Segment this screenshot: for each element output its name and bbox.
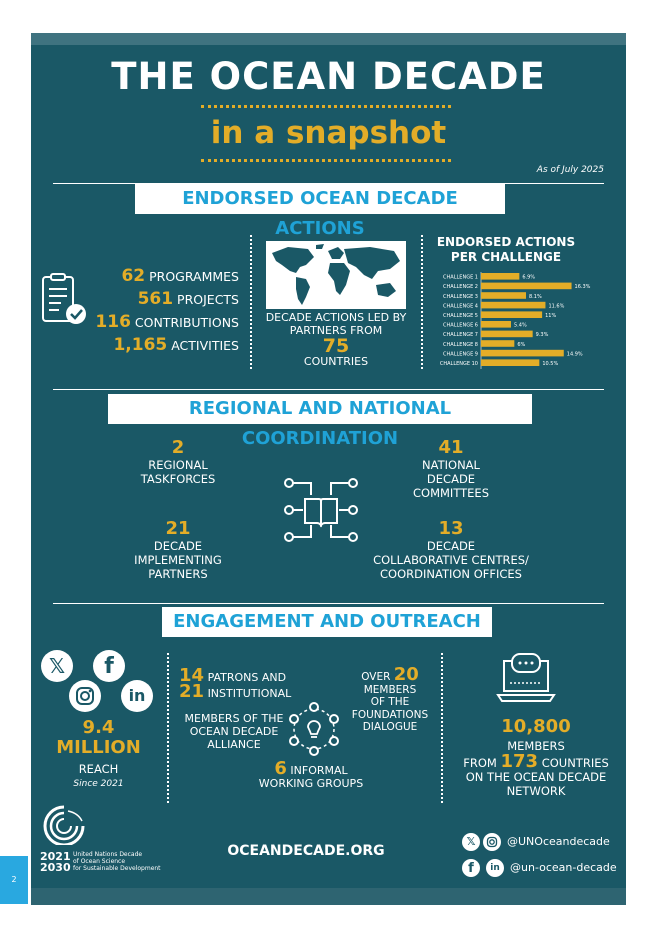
ocean-decade-logo bbox=[40, 803, 88, 845]
stat-committees: 41 NATIONAL DECADE COMMITTEES bbox=[413, 437, 489, 500]
column-divider-4 bbox=[441, 653, 443, 803]
world-map-icon bbox=[266, 241, 406, 309]
chart-category-label: CHALLENGE 9 bbox=[443, 351, 478, 358]
chart-value-label: 8.1% bbox=[529, 293, 542, 300]
page-number: 2 bbox=[0, 856, 28, 904]
laptop-chat-icon bbox=[496, 651, 556, 707]
chart-bar bbox=[481, 273, 519, 280]
linkedin-icon: in bbox=[121, 680, 153, 712]
challenge-bar-chart bbox=[425, 271, 610, 371]
chart-bar bbox=[481, 331, 533, 338]
stat-contributions: 116 CONTRIBUTIONS bbox=[95, 312, 239, 332]
section-heading-engagement: ENGAGEMENT AND OUTREACH bbox=[162, 607, 492, 637]
section-heading-endorsed: ENDORSED OCEAN DECADE ACTIONS bbox=[135, 184, 505, 214]
chart-bar bbox=[481, 283, 572, 290]
stat-network-members: 10,800 MEMBERS FROM 173 COUNTRIES ON THE OCEAN DECADE NETWORK bbox=[463, 716, 609, 798]
chart-category-label: CHALLENGE 3 bbox=[443, 293, 478, 300]
chart-category-label: CHALLENGE 2 bbox=[443, 284, 478, 291]
stat-programmes: 62 PROGRAMMES bbox=[121, 266, 239, 286]
chart-value-label: 16.3% bbox=[574, 284, 591, 291]
chart-category-label: CHALLENGE 8 bbox=[443, 341, 478, 348]
chart-category-label: CHALLENGE 10 bbox=[439, 361, 478, 367]
chart-value-label: 14.9% bbox=[566, 351, 583, 358]
chart-value-label: 11% bbox=[545, 313, 557, 319]
footer-x-icon[interactable]: 𝕏 bbox=[462, 833, 480, 851]
section-rule-2 bbox=[53, 389, 604, 390]
column-divider bbox=[250, 235, 252, 369]
footer-facebook-icon[interactable]: f bbox=[462, 859, 480, 877]
footer-handle-1[interactable]: @UNOceandecade bbox=[507, 835, 610, 848]
stat-working-groups: 6 INFORMAL WORKING GROUPS bbox=[258, 758, 364, 790]
stat-patrons: 14 PATRONS AND 21 INSTITUTIONAL bbox=[179, 665, 292, 702]
chart-bar bbox=[481, 340, 514, 347]
chart-category-label: CHALLENGE 5 bbox=[443, 313, 478, 319]
top-band bbox=[31, 33, 626, 45]
column-divider-3 bbox=[167, 653, 169, 803]
footer-linkedin-icon[interactable]: in bbox=[486, 859, 504, 877]
chart-title: ENDORSED ACTIONS PER CHALLENGE bbox=[436, 235, 576, 264]
infographic-panel bbox=[31, 33, 626, 905]
as-of-date: As of July 2025 bbox=[536, 165, 604, 175]
chart-value-label: 6.9% bbox=[522, 274, 536, 281]
footer-handle-2[interactable]: @un-ocean-decade bbox=[510, 861, 617, 874]
section-heading-regional: REGIONAL AND NATIONAL COORDINATION bbox=[108, 394, 532, 424]
logo-years: 2021 2030 bbox=[40, 850, 71, 874]
instagram-icon bbox=[69, 680, 101, 712]
chart-bar bbox=[481, 292, 526, 299]
chart-bar bbox=[481, 350, 564, 357]
chart-category-label: CHALLENGE 4 bbox=[443, 303, 478, 310]
chart-value-label: 9.3% bbox=[535, 332, 549, 339]
document-check-icon bbox=[39, 273, 95, 329]
chart-category-label: CHALLENGE 1 bbox=[443, 274, 478, 281]
endorsed-stats bbox=[89, 265, 239, 357]
section-rule-3 bbox=[53, 603, 604, 604]
map-caption: DECADE ACTIONS LED BY PARTNERS FROM bbox=[265, 311, 407, 337]
page-title: THE OCEAN DECADE bbox=[111, 55, 546, 98]
chart-bar bbox=[481, 321, 511, 328]
stat-reach: 9.4 MILLION REACH Since 2021 bbox=[56, 717, 141, 789]
stat-collaborative-centres: 13 DECADE COLLABORATIVE CENTRES/ COORDINATION OFFICES bbox=[373, 518, 529, 581]
chart-value-label: 6% bbox=[517, 341, 526, 348]
chart-value-label: 11.6% bbox=[548, 303, 565, 310]
facebook-icon: f bbox=[93, 650, 125, 682]
footer-instagram-icon[interactable] bbox=[483, 833, 501, 851]
chart-category-label: CHALLENGE 6 bbox=[443, 322, 478, 329]
chart-value-label: 5.4% bbox=[514, 322, 527, 329]
book-network-icon bbox=[281, 473, 361, 547]
website-link[interactable]: OCEANDECADE.ORG bbox=[227, 843, 385, 859]
stat-activities: 1,165 ACTIVITIES bbox=[113, 335, 239, 355]
chart-value-label: 10.5% bbox=[542, 361, 559, 367]
x-icon: 𝕏 bbox=[41, 650, 73, 682]
stat-implementing-partners: 21 DECADE IMPLEMENTING PARTNERS bbox=[134, 518, 222, 581]
title-divider-top bbox=[201, 105, 451, 108]
chart-bar bbox=[481, 302, 545, 309]
countries-label: COUNTRIES bbox=[303, 355, 369, 368]
countries-count: 75 bbox=[322, 335, 350, 357]
chart-bar bbox=[481, 311, 542, 318]
column-divider-2 bbox=[421, 235, 423, 369]
lightbulb-network-icon bbox=[284, 699, 344, 759]
stat-projects: 561 PROJECTS bbox=[137, 289, 239, 309]
stat-taskforces: 2 REGIONAL TASKFORCES bbox=[140, 437, 216, 486]
stat-foundations: OVER 20 MEMBERS OF THE FOUNDATIONS DIALOGUE bbox=[351, 664, 429, 733]
page-subtitle: in a snapshot bbox=[210, 115, 447, 151]
chart-category-label: CHALLENGE 7 bbox=[443, 332, 478, 339]
bottom-band bbox=[31, 888, 626, 905]
logo-text: United Nations Decade of Ocean Science for Sustainable Development bbox=[73, 851, 161, 872]
chart-bar bbox=[481, 359, 539, 366]
title-divider-bottom bbox=[201, 159, 451, 162]
stat-alliance: MEMBERS OF THE OCEAN DECADE ALLIANCE bbox=[184, 712, 284, 751]
